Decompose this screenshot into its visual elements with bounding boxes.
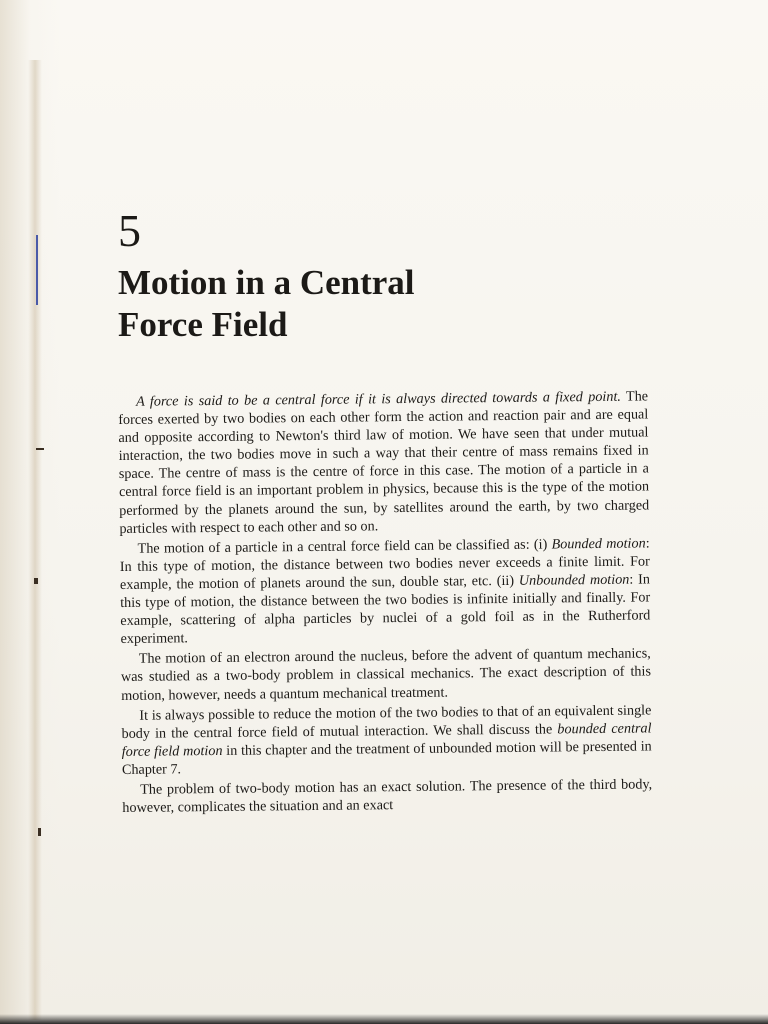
margin-dash-mark — [36, 448, 44, 450]
paragraph-1-text: The forces exerted by two bodies on each other form the action and reaction pair and are equal and opposite according to Newton's third law of motion. We have seen that under mutual interaction, the two bodies move in such a way that their centre of mass remains fixed in space. The centre of mass is the centre of force in this case. The motion of a particle in a central force field is an important problem in physics, because this is the type of the motion performed by the planets around the sun, by satellites around the earth, by two charged particles with respect to each other and so on. — [118, 388, 650, 537]
chapter-title-line2: Force Field — [118, 305, 288, 344]
chapter-title — [118, 262, 538, 346]
paragraph-4-text-a: It is always possible to reduce the motion of the two bodies to that of an equivalent single body in the central force field of mutual interaction. We shall discuss the — [121, 702, 652, 742]
paragraph-1 — [118, 387, 649, 537]
bounded-central-force-term: bounded central force field motion — [121, 720, 652, 760]
paragraph-2-text-c: : In this type of motion, the distance between the two bodies is infinite initially and finally. For example, scattering of alpha particles by nuclei of a gold foil as in the Rutherford experiment. — [120, 571, 651, 648]
paragraph-3: The motion of an electron around the nucleus, before the advent of quantum mechanics, was studied as a two-body problem in classical mechanics. The exact description of this motion, however, needs a quantum mechanical treatment. — [120, 645, 652, 704]
bottom-edge-shadow — [0, 1014, 768, 1024]
central-force-definition: A force is said to be a central force if it is always directed towards a fixed point. — [136, 388, 621, 410]
paragraph-4-text-b: in this chapter and the treatment of unbounded motion will be presented in Chapter 7. — [121, 738, 652, 778]
paragraph-5: The problem of two-body motion has an exact solution. The presence of the third body, however, complicates the situation and an exact — [122, 776, 653, 817]
bounded-motion-term: Bounded motion — [551, 535, 646, 553]
paragraph-2-text-b: : In this type of motion, the distance between two bodies never exceeds a finite limit. For example, the motion of planets around the sun, double star, etc. (ii) — [119, 535, 650, 593]
chapter-title-line1: Motion in a Central — [118, 263, 415, 302]
unbounded-motion-term: Unbounded motion — [518, 571, 630, 589]
paragraph-2-text-a: The motion of a particle in a central force field can be classified as: (i) — [137, 536, 552, 557]
margin-dot-mark — [34, 578, 38, 584]
page-fold-shadow — [28, 60, 42, 1020]
margin-dot-mark — [38, 828, 41, 836]
chapter-number: 5 — [118, 205, 141, 256]
chapter-body — [118, 387, 652, 819]
paragraph-2 — [120, 534, 651, 648]
paragraph-4 — [121, 701, 652, 779]
margin-ink-mark — [36, 235, 38, 305]
